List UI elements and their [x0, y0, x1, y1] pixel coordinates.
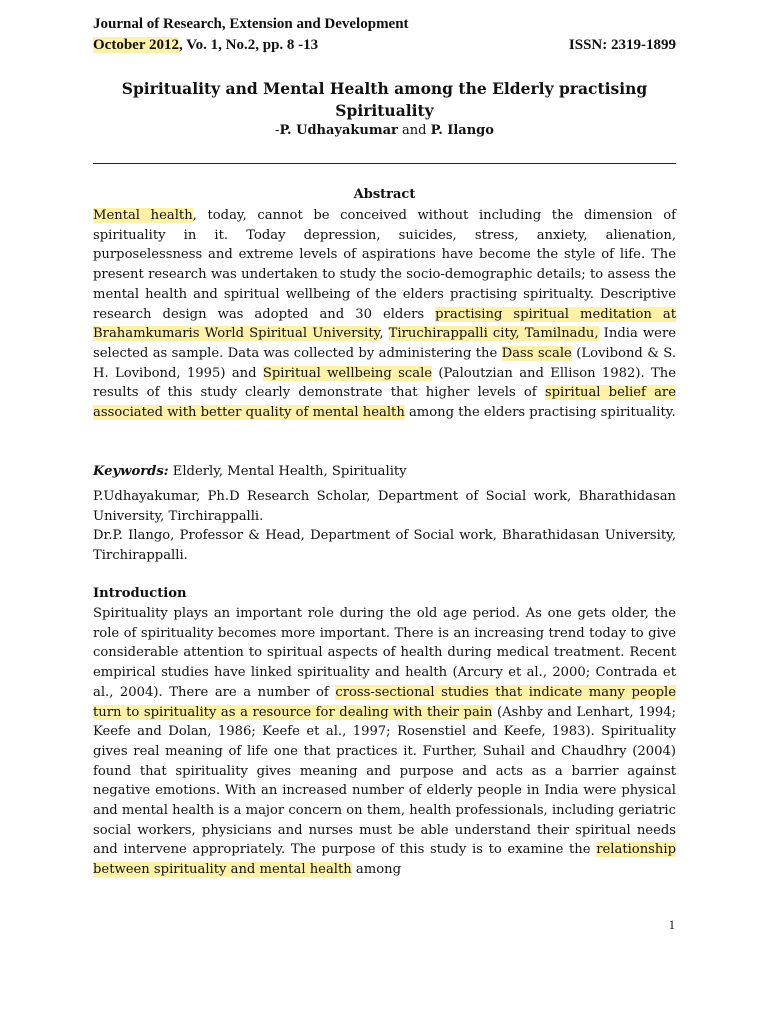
highlight: cross-sectional studies that indicate many people turn to spirituality as a resource for dealing with their pain [93, 684, 676, 720]
text-run: Spirituality plays an important role during the old age period. As one gets older, the role of spirituality becomes more important. There is an increasing trend today to give considerable attention to spiritual aspects of health during medical treatment. Recent empirical studies have linked spirituality and health (Arcury et al., 2000; Contrada et al., 2004). There are a number of [93, 606, 676, 700]
text-run: India were selected as sample. Data was collected by administering the [93, 326, 677, 361]
author-1: P. Udhayakumar [279, 123, 398, 138]
journal-name: Journal of Research, Extension and Development [93, 16, 409, 32]
affiliation-1: P.Udhayakumar, Ph.D Research Scholar, Department of Social work, Bharathidasan University, Tirchirappalli. [93, 489, 676, 524]
keywords-line [93, 462, 676, 482]
affiliations [93, 487, 676, 566]
journal-issue-row [93, 35, 676, 56]
highlight: Spiritual wellbeing scale [262, 365, 433, 381]
issue-date: October 2012 [93, 37, 179, 53]
author-and: and [397, 123, 431, 138]
keywords-label: Keywords: [93, 464, 169, 479]
title-divider [93, 163, 676, 164]
text-run: among [351, 862, 401, 878]
text-run: among the elders practising spirituality. [404, 405, 676, 421]
journal-issue [93, 35, 318, 56]
issue-volume: , Vo. 1, No.2, pp. 8 -13 [178, 37, 319, 53]
text-run: (Lovibond & S. H. Lovibond, 1995) and [93, 345, 676, 381]
page-number: 1 [668, 918, 675, 932]
affiliation-2: Dr.P. Ilango, Professor & Head, Department of Social work, Bharathidasan University, Tirchirappalli. [93, 528, 676, 564]
highlight: Mental health [93, 208, 193, 223]
author-2: P. Ilango [430, 123, 494, 138]
introduction-heading: Introduction [93, 586, 187, 601]
highlight: practising spiritual meditation at Brahamkumaris World Spiritual University [93, 306, 676, 342]
text-run: (Paloutzian and Ellison 1982). The results of this study clearly demonstrate that higher levels of [93, 365, 676, 401]
highlight: relationship between spirituality and mental health [93, 842, 676, 878]
text-run: , [379, 326, 389, 342]
highlight: Tiruchirappalli city, Tamilnadu, [388, 326, 599, 342]
highlight: Dass scale [501, 345, 572, 361]
issn: ISSN: 2319-1899 [568, 37, 676, 53]
paper-title: Spirituality and Mental Health among the Elderly practising Spirituality [121, 79, 648, 120]
author-line [93, 122, 676, 140]
highlight: spiritual belief are associated with better quality of mental health [93, 385, 676, 421]
abstract-text [93, 206, 676, 423]
text-run: (Ashby and Lenhart, 1994; Keefe and Dolan, 1986; Keefe et al., 1997; Rosenstiel and Keefe, 1983). Spirituality gives real meaning of life one that practices it. Further, Suhail and Chaudhry (2004) found that spirituality gives meaning and purpose and acts as a barrier against negative emotions. With an increased number of elderly people in India were physical and mental health is a major concern on them, health professionals, including geriatric social workers, physicians and nurses must be able understand their spiritual needs and intervene appropriately. The purpose of this study is to examine the [93, 704, 676, 858]
abstract-heading: Abstract [353, 187, 416, 202]
text-run: , today, cannot be conceived without including the dimension of spirituality in it. Today depression, suicides, stress, anxiety, alienation, purposelessness and extreme levels of aspirations have become the style of life. The present research was undertaken to study the socio-demographic details; to assess the mental health and spiritual wellbeing of the elders practising spiritualty. Descriptive research design was adopted and 30 elders [93, 208, 676, 322]
keywords-value: Elderly, Mental Health, Spirituality [168, 464, 407, 479]
journal-header [93, 14, 676, 56]
author-prefix: - [275, 123, 280, 138]
introduction-text [93, 604, 676, 880]
